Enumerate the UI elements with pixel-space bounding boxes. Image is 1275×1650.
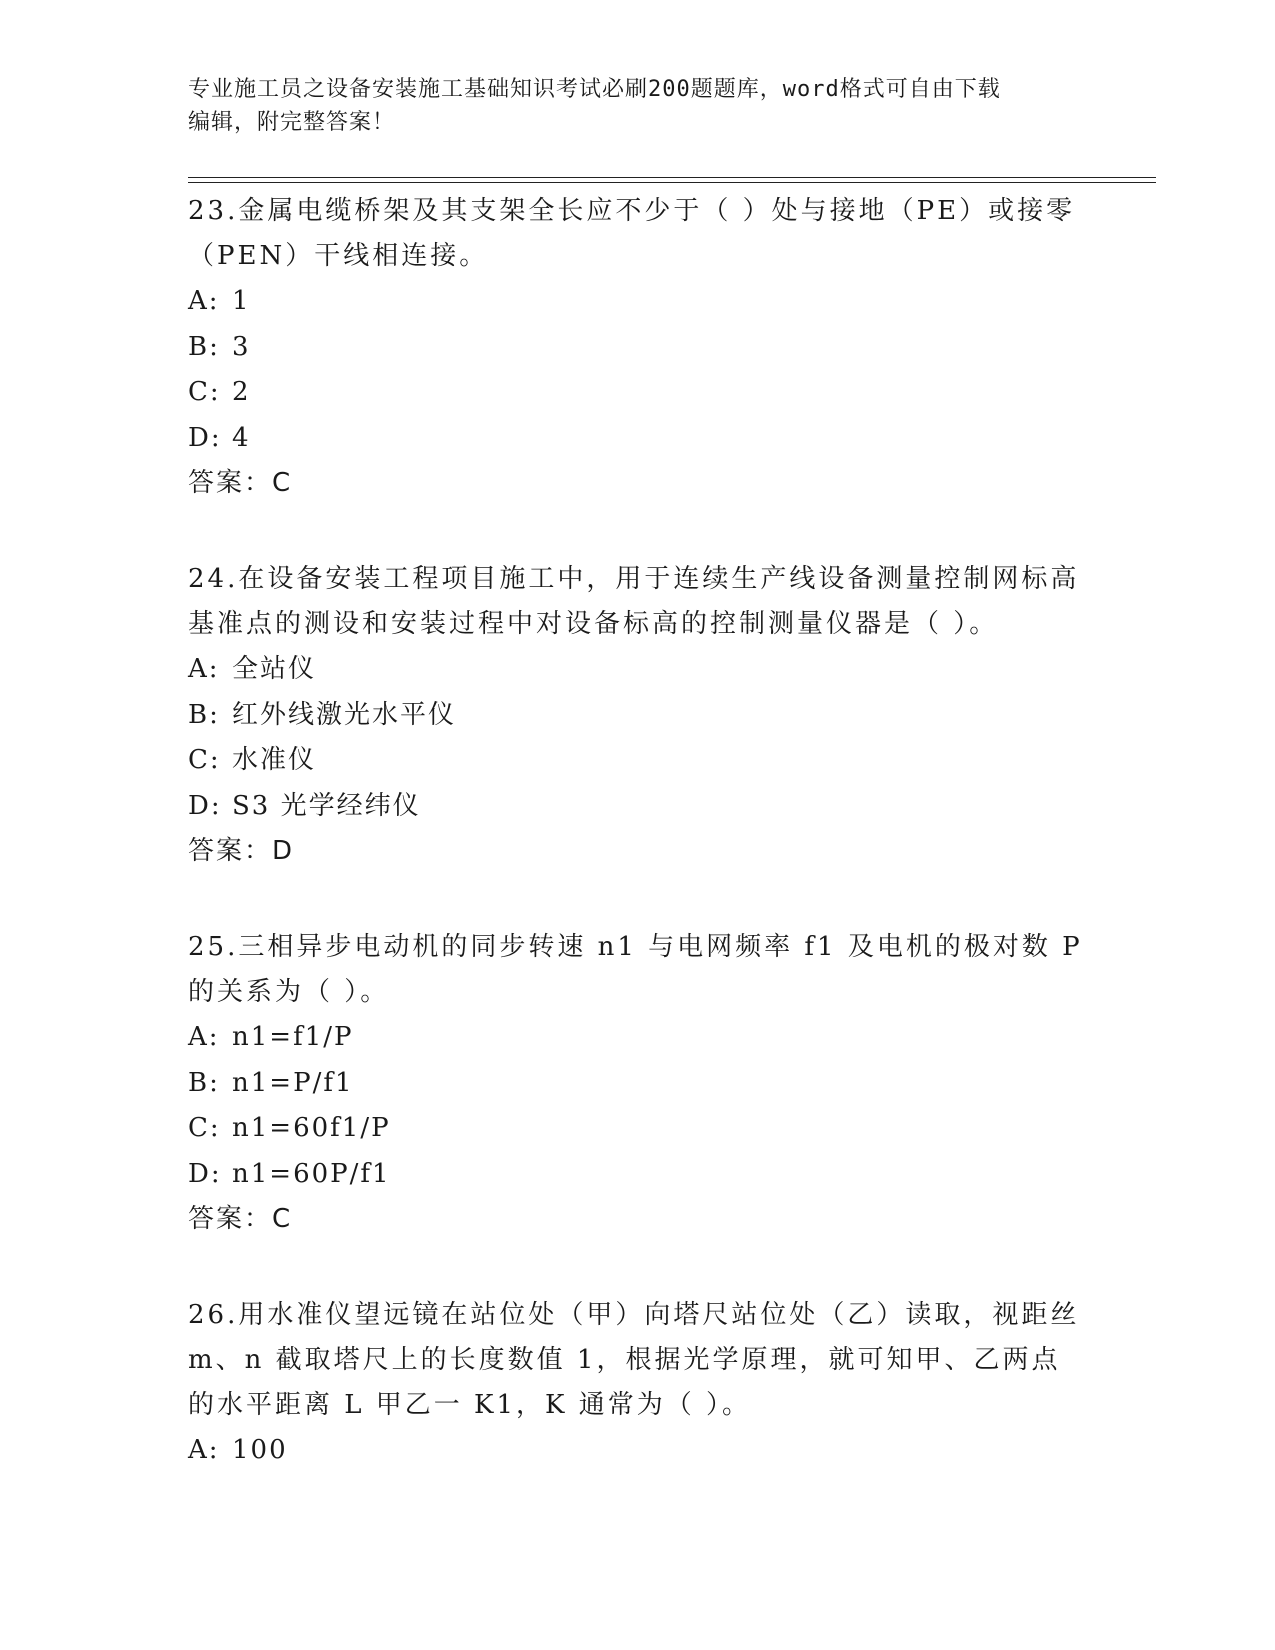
option-a [188,647,1088,693]
option-value: 水准仪 [232,745,317,775]
question-text: 23.金属电缆桥架及其支架全长应不少于（ ）处与接地（PE）或接零（PEN）干线相连接。 [188,196,1076,271]
option-key: A: [188,654,220,684]
option-c [188,738,1088,784]
question-spacer [188,1241,1088,1293]
option-value: 1 [232,286,251,316]
option-d [188,416,1088,462]
option-key: A: [188,1022,220,1052]
answer-label: 答案：C [188,1204,293,1234]
document-header [188,73,1088,139]
option-key: D: [188,422,222,453]
option-key: D: [188,1158,222,1189]
option-key: C: [188,745,221,775]
option-value: 全站仪 [232,654,317,684]
option-a [188,1015,1088,1061]
option-value: n1=P/f1 [232,1067,354,1098]
option-value: 100 [232,1435,288,1465]
option-key: B: [188,1067,220,1098]
option-value: n1=f1/P [232,1022,354,1052]
header-divider-top [188,177,1156,178]
option-key: C: [188,377,221,407]
option-key: B: [188,699,220,730]
option-b [188,693,1088,739]
header-divider-bottom [188,182,1156,183]
question-text: 24.在设备安装工程项目施工中，用于连续生产线设备测量控制网标高基准点的测设和安装过程中对设备标高的控制测量仪器是（ ）。 [188,564,1080,639]
question-24 [188,557,1088,873]
option-value: 2 [232,377,251,407]
answer-label: 答案：D [188,836,295,866]
option-c [188,1106,1088,1152]
question-23 [188,189,1088,505]
header-line-1: 专业施工员之设备安装施工基础知识考试必刷200题题库，word格式可自由下载 [188,77,1001,102]
option-value: 4 [232,422,251,453]
option-value: n1=60f1/P [232,1113,391,1143]
option-a [188,1428,1088,1474]
option-d [188,784,1088,830]
option-value: 3 [232,331,251,362]
option-b [188,325,1088,371]
question-26 [188,1293,1088,1474]
question-list [188,189,1088,1474]
question-25 [188,925,1088,1241]
question-spacer [188,505,1088,557]
option-b [188,1061,1088,1107]
header-line-2: 编辑，附完整答案！ [188,110,396,135]
option-key: C: [188,1113,221,1143]
option-a [188,279,1088,325]
question-text: 26.用水准仪望远镜在站位处（甲）向塔尺站位处（乙）读取，视距丝m、n 截取塔尺上的长度数值 1，根据光学原理，就可知甲、乙两点的水平距离 L 甲乙一 K1，K 通常为（ ）。 [188,1300,1080,1420]
option-value: n1=60P/f1 [232,1158,391,1189]
question-text: 25.三相异步电动机的同步转速 n1 与电网频率 f1 及电机的极对数 P 的关系为（ ）。 [188,932,1083,1007]
option-c [188,370,1088,416]
option-value: S3 光学经纬仪 [232,790,421,821]
option-key: D: [188,790,222,821]
answer-label: 答案：C [188,468,293,498]
option-key: A: [188,1435,220,1465]
question-spacer [188,873,1088,925]
option-key: A: [188,286,220,316]
option-d [188,1152,1088,1198]
option-value: 红外线激光水平仪 [232,699,457,730]
option-key: B: [188,331,220,362]
